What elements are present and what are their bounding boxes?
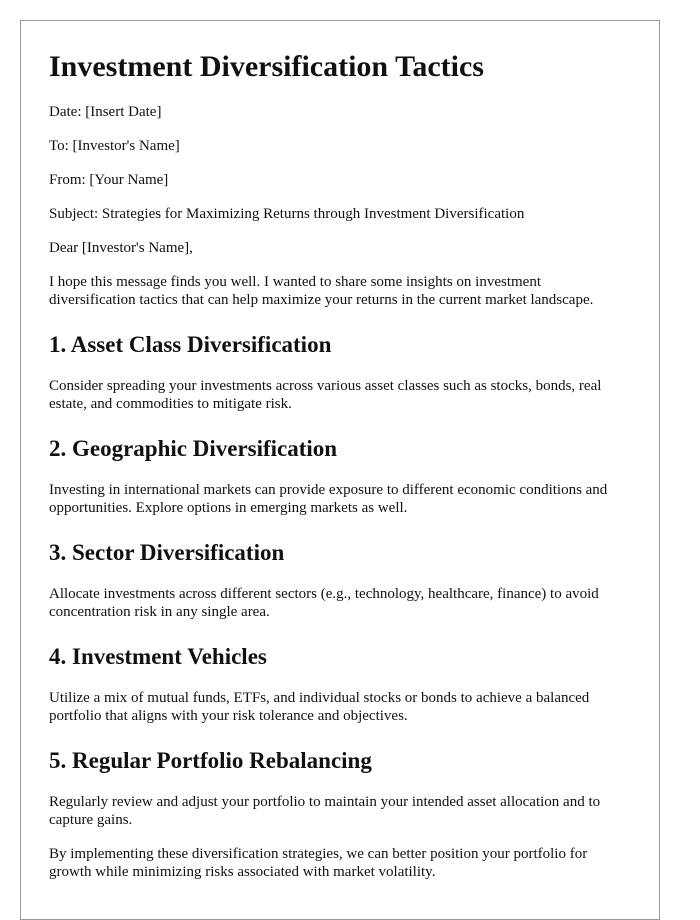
closing-paragraph: By implementing these diversification strategies, we can better position your portfolio for growth while minimizing risks associated with market volatility. xyxy=(49,846,588,880)
section-asset-class xyxy=(49,331,630,413)
from-line: From: [Your Name] xyxy=(49,172,169,188)
intro-paragraph: I hope this message finds you well. I wanted to share some insights on investment diversification tactics that can help maximize your returns in the current market landscape. xyxy=(49,274,594,308)
section-sector xyxy=(49,539,630,621)
section-heading: 2. Geographic Diversification xyxy=(49,436,338,461)
letter-page xyxy=(20,20,660,920)
to-line: To: [Investor's Name] xyxy=(49,138,180,154)
letter-title: Investment Diversification Tactics xyxy=(49,50,484,83)
subject-line: Subject: Strategies for Maximizing Returns through Investment Diversification xyxy=(49,206,525,222)
section-rebalancing xyxy=(49,747,630,829)
section-vehicles xyxy=(49,643,630,725)
section-text: Consider spreading your investments across various asset classes such as stocks, bonds, real estate, and commodities to mitigate risk. xyxy=(49,378,602,412)
greeting: Dear [Investor's Name], xyxy=(49,240,193,256)
section-text: Investing in international markets can provide exposure to different economic conditions and opportunities. Explore options in emerging markets as well. xyxy=(49,482,608,516)
section-text: Utilize a mix of mutual funds, ETFs, and individual stocks or bonds to achieve a balanced portfolio that aligns with your risk tolerance and objectives. xyxy=(49,690,590,724)
date-line: Date: [Insert Date] xyxy=(49,104,162,120)
section-heading: 4. Investment Vehicles xyxy=(49,644,267,669)
section-heading: 3. Sector Diversification xyxy=(49,540,285,565)
section-text: Allocate investments across different sectors (e.g., technology, healthcare, finance) to avoid concentration risk in any single area. xyxy=(49,586,599,620)
section-heading: 1. Asset Class Diversification xyxy=(49,332,332,357)
section-text: Regularly review and adjust your portfolio to maintain your intended asset allocation and to capture gains. xyxy=(49,794,601,828)
section-heading: 5. Regular Portfolio Rebalancing xyxy=(49,748,372,773)
section-geographic xyxy=(49,435,630,517)
